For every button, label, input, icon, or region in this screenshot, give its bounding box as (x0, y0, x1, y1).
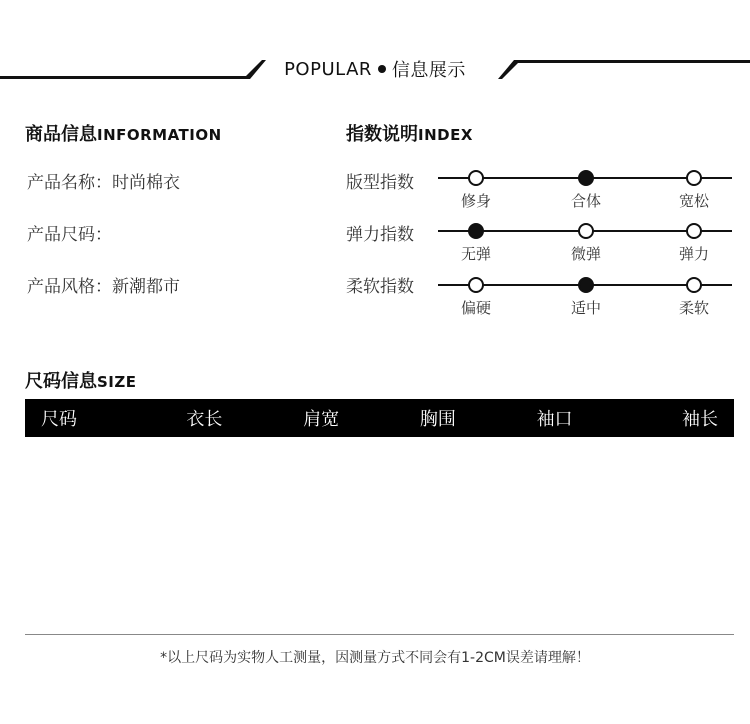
scale-option-label: 偏硬 (460, 299, 491, 317)
info-section-title (25, 120, 222, 146)
header-title (0, 56, 750, 82)
scale-option-label: 修身 (460, 192, 491, 210)
info-row-name (27, 168, 180, 193)
header-title-cn: 信息展示 (391, 60, 466, 81)
info-title-en: INFORMATION (97, 126, 222, 144)
scale-fit (438, 170, 732, 210)
index-section-title (346, 120, 473, 146)
info-label: 产品名称： (27, 173, 112, 193)
index-title-cn: 指数说明 (346, 124, 418, 145)
divider (25, 634, 734, 635)
info-title-cn: 商品信息 (25, 124, 97, 145)
info-row-size (27, 220, 112, 245)
size-col-header: 肩宽 (303, 409, 340, 430)
scale-node (578, 223, 594, 239)
scale-option-label: 适中 (570, 299, 601, 317)
size-title-cn: 尺码信息 (25, 371, 97, 392)
scale-node (686, 223, 702, 239)
scale-node-selected (578, 277, 594, 293)
size-table-header (25, 399, 734, 437)
size-col-header: 胸围 (419, 409, 456, 430)
footer-note: *以上尺码为实物人工测量，因测量方式不同会有1-2CM误差请理解！ (160, 650, 590, 666)
size-col-header: 袖口 (536, 409, 573, 430)
scale-elastic (438, 223, 732, 263)
scale-node (468, 277, 484, 293)
scale-option-label: 合体 (570, 192, 601, 210)
size-col-header: 尺码 (41, 409, 77, 430)
info-row-style (27, 272, 180, 297)
index-label-soft: 柔软指数 (346, 277, 414, 297)
scale-node (686, 170, 702, 186)
scale-node-selected (578, 170, 594, 186)
header-title-en: POPULAR (284, 58, 372, 80)
scale-node (686, 277, 702, 293)
scale-node-selected (468, 223, 484, 239)
bullet-icon (378, 65, 386, 73)
scale-option-label: 无弹 (460, 245, 491, 263)
size-title-en: SIZE (97, 373, 137, 391)
info-value: 时尚棉衣 (112, 173, 180, 193)
scale-option-label: 宽松 (678, 192, 709, 210)
scale-option-label: 弹力 (678, 245, 709, 263)
index-label-fit: 版型指数 (346, 173, 414, 193)
size-section-title (25, 367, 137, 393)
info-label: 产品风格： (27, 277, 112, 297)
scale-soft (438, 277, 732, 317)
info-value: 新潮都市 (112, 277, 180, 297)
index-title-en: INDEX (418, 126, 473, 144)
size-col-header: 衣长 (186, 409, 223, 430)
size-col-header: 袖长 (681, 409, 718, 430)
scale-node (468, 170, 484, 186)
info-label: 产品尺码： (27, 225, 112, 245)
scale-option-label: 微弹 (570, 245, 601, 263)
index-label-elastic: 弹力指数 (346, 225, 414, 245)
scale-option-label: 柔软 (678, 299, 709, 317)
